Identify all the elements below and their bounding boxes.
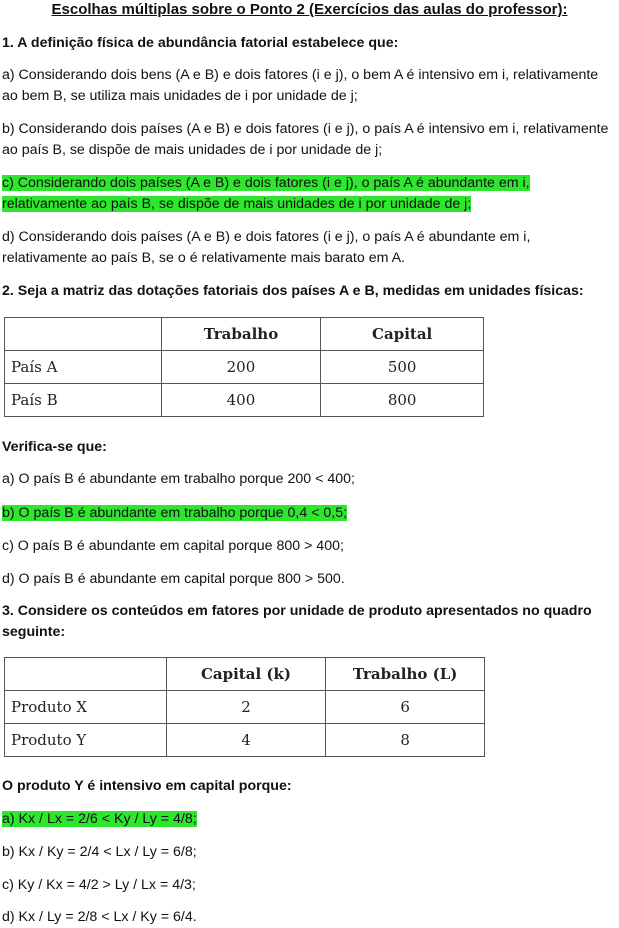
q1-option-b-line1: b) Considerando dois países (A e B) e dois fatores (i e j), o país A é intensivo em i, relativamente [2,121,609,137]
question-1: 1. A definição física de abundância fatorial estabelece que: [2,35,399,51]
q2-option-a: a) O país B é abundante em trabalho porque 200 < 400; [2,471,355,487]
q1-option-c [2,173,617,215]
q2-prompt: Verifica-se que: [2,439,107,455]
table-cell: 6 [326,691,485,724]
q2-option-d: d) O país B é abundante em capital porque 800 > 500. [2,571,345,587]
q1-option-b [2,119,617,161]
table-cell: 500 [321,351,484,384]
table-header-cell: Trabalho (L) [326,658,485,691]
table-row [5,351,484,384]
table-header-cell: Capital (k) [166,658,326,691]
table-row [5,691,485,724]
table-cell: 400 [161,384,321,417]
table-header-cell [5,658,167,691]
table-header-cell [5,318,162,351]
q3-option-c: c) Ky / Kx = 4/2 > Ly / Lx = 4/3; [2,877,196,893]
q3-option-a: a) Kx / Lx = 2/6 < Ky / Ly = 4/8; [2,811,197,827]
q1-option-a [2,65,617,107]
page-title: Escolhas múltiplas sobre o Ponto 2 (Exercícios das aulas do professor): [51,1,568,18]
table-cell: 4 [166,724,326,757]
factor-content-table [4,657,485,757]
question-3-line2: seguinte: [2,624,66,640]
table-header-row [5,658,485,691]
q1-option-a-line1: a) Considerando dois bens (A e B) e dois fatores (i e j), o bem A é intensivo em i, relativamente [2,67,599,83]
q3-prompt: O produto Y é intensivo em capital porque: [2,778,292,794]
q1-option-d-line2: relativamente ao país B, se o é relativamente mais barato em A. [2,250,405,266]
q1-option-c-line1: c) Considerando dois países (A e B) e dois fatores (i e j), o país A é abundante em i, [2,175,530,191]
endowment-table [4,317,484,417]
question-3-line1: 3. Considere os conteúdos em fatores por unidade de produto apresentados no quadro [2,603,592,619]
table-cell: 8 [326,724,485,757]
q3-option-b: b) Kx / Ky = 2/4 < Lx / Ly = 6/8; [2,844,197,860]
table-cell: 200 [161,351,321,384]
question-2: 2. Seja a matriz das dotações fatoriais dos países A e B, medidas em unidades físicas: [2,283,584,299]
q1-option-c-line2: relativamente ao país B, se dispõe de mais unidades de i por unidade de j; [2,196,472,212]
q2-option-c: c) O país B é abundante em capital porque 800 > 400; [2,538,344,554]
table-header-row [5,318,484,351]
table-row-label: País A [5,351,162,384]
table-cell: 800 [321,384,484,417]
table-row [5,384,484,417]
q1-option-d [2,227,617,269]
question-3 [2,601,617,643]
q3-option-d: d) Kx / Ly = 2/8 < Lx / Ky = 6/4. [2,909,197,925]
q2-option-b: b) O país B é abundante em trabalho porque 0,4 < 0,5; [2,505,348,521]
q1-option-b-line2: ao país B, se dispõe de mais unidades de i por unidade de j; [2,142,383,158]
table-header-cell: Capital [321,318,484,351]
table-header-cell: Trabalho [161,318,321,351]
q1-option-a-line2: ao bem B, se utiliza mais unidades de i por unidade de j; [2,88,358,104]
table-row-label: Produto Y [5,724,167,757]
q1-option-d-line1: d) Considerando dois países (A e B) e dois fatores (i e j), o país A é abundante em i, [2,229,531,245]
table-cell: 2 [166,691,326,724]
table-row-label: Produto X [5,691,167,724]
table-row [5,724,485,757]
table-row-label: País B [5,384,162,417]
